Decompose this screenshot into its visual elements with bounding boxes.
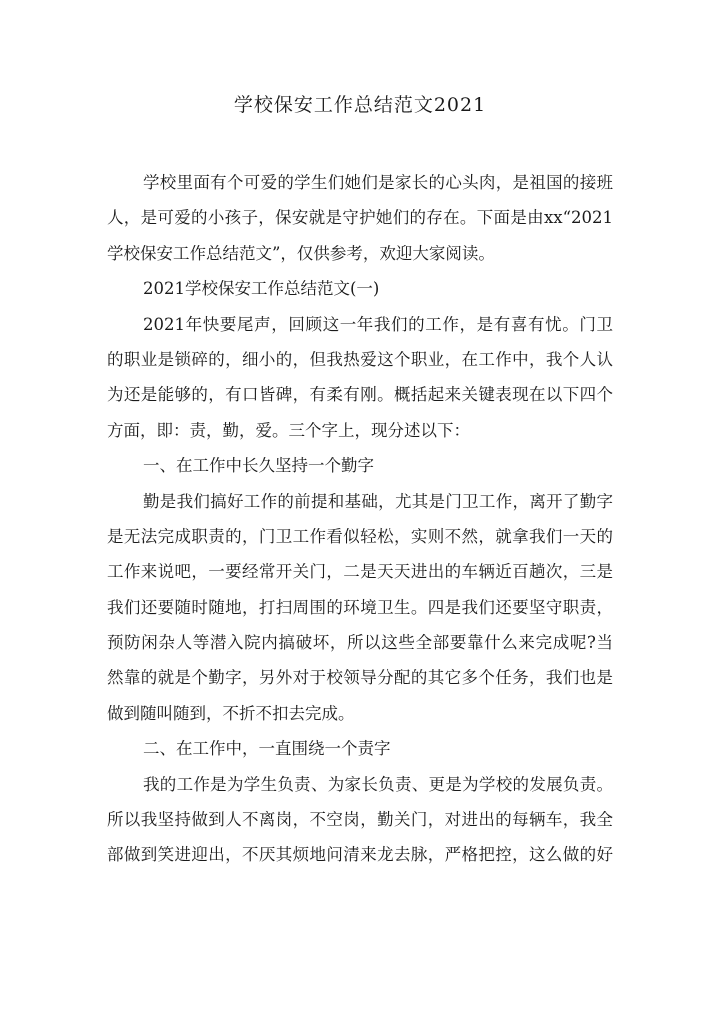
text-line: 预防闲杂人等潜入院内搞破坏，所以这些全部要靠什么来完成呢?当 xyxy=(107,633,613,653)
text-line: 我们还要随时随地，打扫周围的环境卫生。四是我们还要坚守职责， xyxy=(107,597,613,617)
text-line: 人，是可爱的小孩子，保安就是守护她们的存在。下面是由xx“2021 xyxy=(107,208,613,228)
text-line: 2021年快要尾声，回顾这一年我们的工作，是有喜有忧。门卫 xyxy=(143,314,613,334)
text-line: 方面，即：责，勤，爱。三个字上，现分述以下： xyxy=(107,420,470,440)
text-line: 学校里面有个可爱的学生们她们是家长的心头肉，是祖国的接班 xyxy=(143,173,613,192)
text-line: 二、在工作中，一直围绕一个责字 xyxy=(143,739,391,759)
text-line: 工作来说吧，一要经常开关门，二是天天进出的车辆近百趟次，三是 xyxy=(107,562,613,582)
text-line: 所以我坚持做到人不离岗，不空岗，勤关门，对进出的每辆车，我全 xyxy=(107,810,613,830)
text-line: 我的工作是为学生负责、为家长负责、更是为学校的发展负责。 xyxy=(143,774,613,794)
text-line: 2021学校保安工作总结范文(一) xyxy=(143,279,380,299)
text-line: 做到随叫随到，不折不扣去完成。 xyxy=(107,703,355,723)
text-line: 学校保安工作总结范文”，仅供参考，欢迎大家阅读。 xyxy=(107,243,495,263)
text-line: 的职业是锁碎的，细小的，但我热爱这个职业，在工作中，我个人认 xyxy=(107,349,613,369)
document-body xyxy=(107,165,613,873)
text-line: 然靠的就是个勤字，另外对于校领导分配的其它多个任务，我们也是 xyxy=(107,668,613,688)
text-line: 为还是能够的，有口皆碑，有柔有刚。概括起来关键表现在以下四个 xyxy=(107,385,613,405)
text-line: 是无法完成职责的，门卫工作看似轻松，实则不然，就拿我们一天的 xyxy=(107,526,613,546)
document-title: 学校保安工作总结范文2021 xyxy=(233,94,487,116)
text-line: 勤是我们搞好工作的前提和基础，尤其是门卫工作，离开了勤字 xyxy=(143,491,613,511)
text-line: 一、在工作中长久坚持一个勤字 xyxy=(143,456,374,476)
text-line: 部做到笑进迎出，不厌其烦地问清来龙去脉，严格把控，这么做的好 xyxy=(107,845,613,865)
